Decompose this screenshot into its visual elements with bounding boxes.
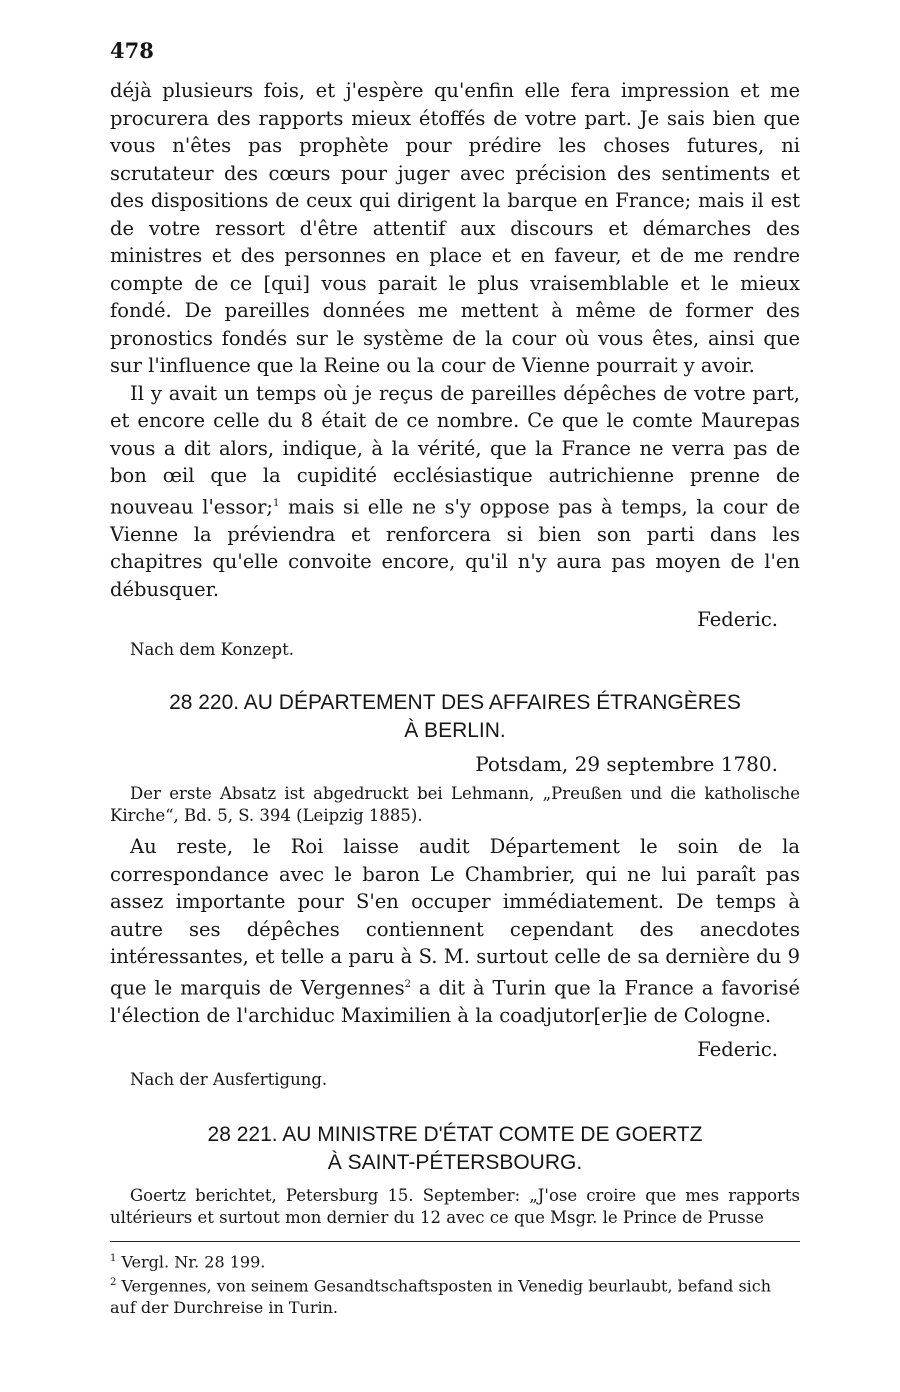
document-page — [110, 38, 800, 1318]
footnote-mark: 1 — [110, 1253, 117, 1264]
editorial-note: Der erste Absatz ist abgedruckt bei Lehmann, „Preußen und die katholische Kirche“, Bd. 5, S. 394 (Leipzig 1885). — [110, 784, 800, 825]
footnote-2 — [110, 1272, 800, 1317]
footnote-divider — [110, 1241, 800, 1242]
footnote-text: Vergl. Nr. 28 199. — [121, 1252, 266, 1272]
signature: Federic. — [697, 608, 778, 631]
footnote-text: Vergennes, von seinem Gesandtschaftsposten in Venedig beurlaubt, befand sich auf der Durchreise in Turin. — [110, 1276, 772, 1317]
letter-paragraph-2 — [110, 380, 800, 604]
letter-heading-28221-line1: 28 221. AU MINISTRE D'ÉTAT COMTE DE GOERTZ — [207, 1123, 703, 1146]
body-text-b: a dit à Turin que la France a favorisé l'élection de l'archiduc Maximilien à la coadjutor[er]ie de Cologne. — [110, 976, 801, 1027]
letter-heading-28221-line2: À SAINT-PÉTERSBOURG. — [327, 1151, 583, 1174]
footnote-mark: 2 — [110, 1277, 117, 1289]
source-note: Nach der Ausfertigung. — [130, 1070, 328, 1089]
letter-heading-28220-line2: À BERLIN. — [404, 719, 506, 742]
footnote-ref-2: 2 — [404, 978, 411, 990]
letter-heading-28220-line1: 28 220. AU DÉPARTEMENT DES AFFAIRES ÉTRANGÈRES — [169, 691, 741, 714]
source-note: Nach dem Konzept. — [130, 640, 294, 659]
letter-paragraph-1: déjà plusieurs fois, et j'espère qu'enfin elle fera impression et me procurera des rapports mieux étoffés de votre part. Je sais bien que vous n'êtes pas prophète pour prédire les choses futures, ni scrutateur des cœurs pour juger avec précision des sentiments et des dispositions de ceux qui dirigent la barque en France; mais il est de votre ressort d'être attentif aux discours et démarches des ministres et des personnes en place et en faveur, et de me rendre compte de ce [qui] vous parait le plus vraisemblable et le mieux fondé. De pareilles données me mettent à même de former des pronostics fondés sur le système de la cour où vous êtes, ainsi que sur l'influence que la Reine ou la cour de Vienne pourrait y avoir. — [110, 79, 800, 377]
page-number: 478 — [110, 38, 154, 63]
body-text-a: Au reste, le Roi laisse audit Département le soin de la correspondance avec le baron Le Chambrier, qui ne lui paraît pas assez importante pour S'en occuper immédiatement. De temps à autre ses dépêches contiennent cependant des anecdotes intéressantes, et telle a paru à S. M. surtout celle de sa dernière du 9 que le marquis de Vergennes — [110, 835, 800, 999]
report-summary: Goertz berichtet, Petersburg 15. September: „J'ose croire que mes rapports ultérieurs et surtout mon dernier du 12 avec ce que Msgr. le Prince de Prusse — [110, 1186, 800, 1227]
letter-body-28220 — [110, 833, 800, 1029]
footnote-1 — [110, 1248, 800, 1272]
footnote-ref-1: 1 — [273, 497, 280, 509]
signature: Federic. — [697, 1038, 778, 1061]
paragraph-2-text-b: mais si elle ne s'y oppose pas à temps, la cour de Vienne la préviendra et renforcera si bien son parti dans les chapitres qu'elle convoite encore, qu'il n'y aura pas moyen de l'en débusquer. — [110, 495, 800, 601]
dateline: Potsdam, 29 septembre 1780. — [475, 752, 778, 776]
paragraph-2-text-a: Il y avait un temps où je reçus de pareilles dépêches de votre part, et encore celle du 8 était de ce nombre. Ce que le comte Maurepas vous a dit alors, indique, à la vérité, que la France ne verra pas de bon œil que la cupidité ecclésiastique autrichienne prenne de nouveau l'essor; — [110, 381, 800, 518]
